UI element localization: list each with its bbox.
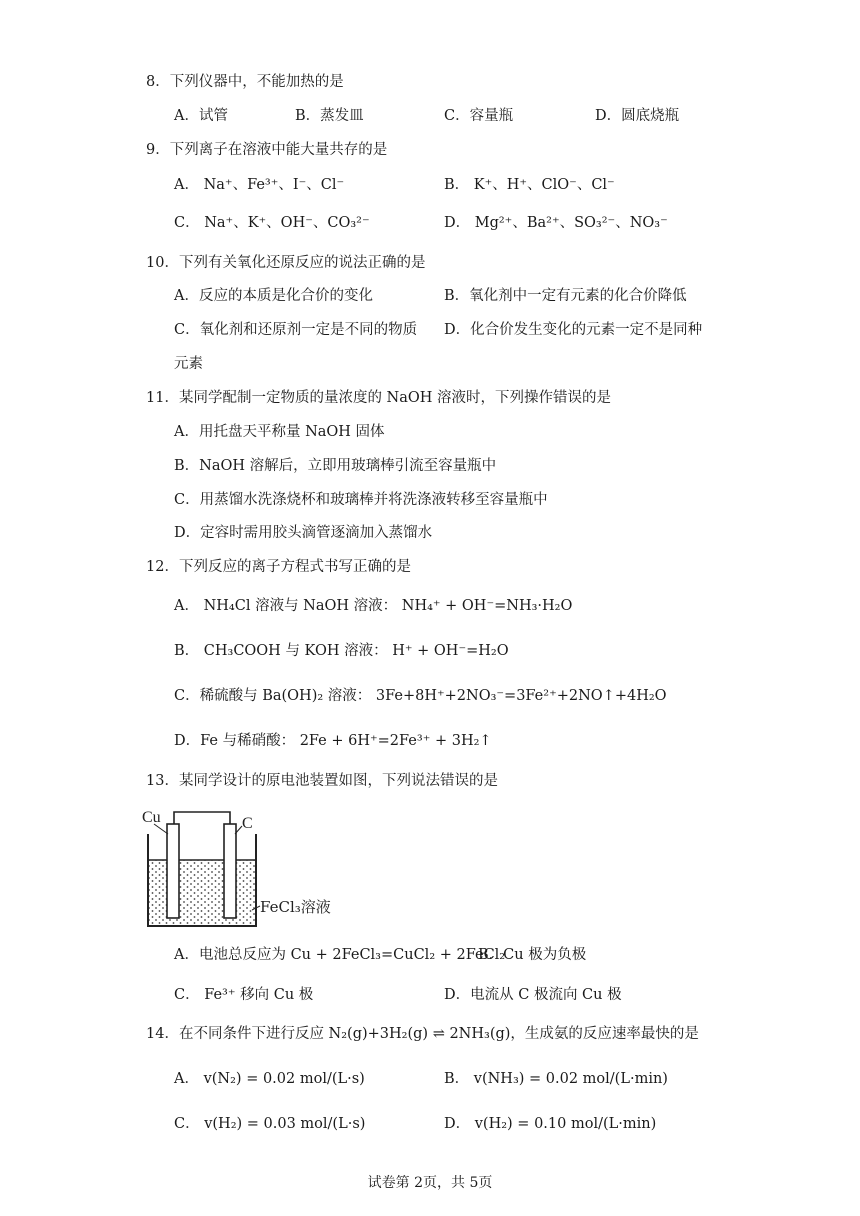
q13-option-d: D．电流从 C 极流向 Cu 极 — [444, 987, 622, 1003]
q8-option-d: D．圆底烧瓶 — [595, 108, 680, 124]
q12-option-c: C．稀硫酸与 Ba(OH)₂ 溶液： 3Fe+8H⁺+2NO₃⁻=3Fe²⁺+2NO↑+4H₂O — [174, 688, 667, 704]
q8-option-a: A．试管 — [174, 108, 228, 124]
q9-option-d: D． Mg²⁺、Ba²⁺、SO₃²⁻、NO₃⁻ — [444, 215, 668, 231]
q12-option-b: B． CH₃COOH 与 KOH 溶液： H⁺ + OH⁻=H₂O — [174, 643, 509, 659]
q13-option-c: C． Fe³⁺ 移向 Cu 极 — [174, 987, 314, 1003]
q11-option-d: D．定容时需用胶头滴管逐滴加入蒸馏水 — [174, 525, 433, 541]
cu-label: Cu — [142, 809, 161, 826]
solution-fill — [148, 860, 256, 924]
q11-option-b: B．NaOH 溶解后，立即用玻璃棒引流至容量瓶中 — [174, 458, 497, 474]
q10-stem: 10．下列有关氧化还原反应的说法正确的是 — [146, 255, 426, 271]
q13-option-a: A．电池总反应为 Cu + 2FeCl₃=CuCl₂ + 2FeCl₂ — [174, 947, 506, 963]
q10-option-b: B．氧化剂中一定有元素的化合价降低 — [444, 288, 687, 304]
c-label: C — [242, 815, 253, 832]
q14-option-d: D． v(H₂) = 0.10 mol/(L·min) — [444, 1116, 657, 1132]
q8-stem: 8．下列仪器中，不能加热的是 — [146, 74, 344, 90]
q10-option-d-continuation: 元素 — [174, 356, 203, 372]
q10-option-a: A．反应的本质是化合价的变化 — [174, 288, 373, 304]
solution-label: FeCl₃溶液 — [260, 898, 331, 916]
cu-label-pointer — [154, 824, 168, 834]
q8-option-b: B．蒸发皿 — [295, 108, 364, 124]
q13-stem: 13．某同学设计的原电池装置如图，下列说法错误的是 — [146, 773, 498, 789]
cu-electrode — [167, 824, 179, 918]
q9-option-c: C． Na⁺、K⁺、OH⁻、CO₃²⁻ — [174, 215, 370, 231]
connecting-wire — [174, 812, 230, 824]
q9-option-b: B． K⁺、H⁺、ClO⁻、Cl⁻ — [444, 177, 615, 193]
galvanic-cell-diagram — [140, 804, 340, 932]
q14-option-b: B． v(NH₃) = 0.02 mol/(L·min) — [444, 1071, 668, 1087]
q12-stem: 12．下列反应的离子方程式书写正确的是 — [146, 559, 411, 575]
q11-stem: 11．某同学配制一定物质的量浓度的 NaOH 溶液时，下列操作错误的是 — [146, 390, 612, 406]
q12-option-d: D．Fe 与稀硝酸： 2Fe + 6H⁺=2Fe³⁺ + 3H₂↑ — [174, 733, 492, 749]
q11-option-a: A．用托盘天平称量 NaOH 固体 — [174, 424, 385, 440]
page-footer: 试卷第 2页，共 5页 — [367, 1175, 493, 1191]
q12-option-a: A． NH₄Cl 溶液与 NaOH 溶液： NH₄⁺ + OH⁻=NH₃·H₂O — [174, 598, 573, 614]
q10-option-d: D．化合价发生变化的元素一定不是同种 — [444, 322, 703, 338]
q9-option-a: A． Na⁺、Fe³⁺、I⁻、Cl⁻ — [174, 177, 345, 193]
q13-option-b: B．Cu 极为负极 — [478, 947, 587, 963]
q14-option-a: A． v(N₂) = 0.02 mol/(L·s) — [174, 1071, 365, 1087]
c-electrode — [224, 824, 236, 918]
q9-stem: 9．下列离子在溶液中能大量共存的是 — [146, 142, 388, 158]
q11-option-c: C．用蒸馏水洗涤烧杯和玻璃棒并将洗涤液转移至容量瓶中 — [174, 492, 548, 508]
q14-option-c: C． v(H₂) = 0.03 mol/(L·s) — [174, 1116, 366, 1132]
q10-option-c: C．氧化剂和还原剂一定是不同的物质 — [174, 322, 418, 338]
q14-stem: 14．在不同条件下进行反应 N₂(g)+3H₂(g) ⇌ 2NH₃(g)，生成氨的反应速率最快的是 — [146, 1026, 699, 1042]
q8-option-c: C．容量瓶 — [444, 108, 514, 124]
